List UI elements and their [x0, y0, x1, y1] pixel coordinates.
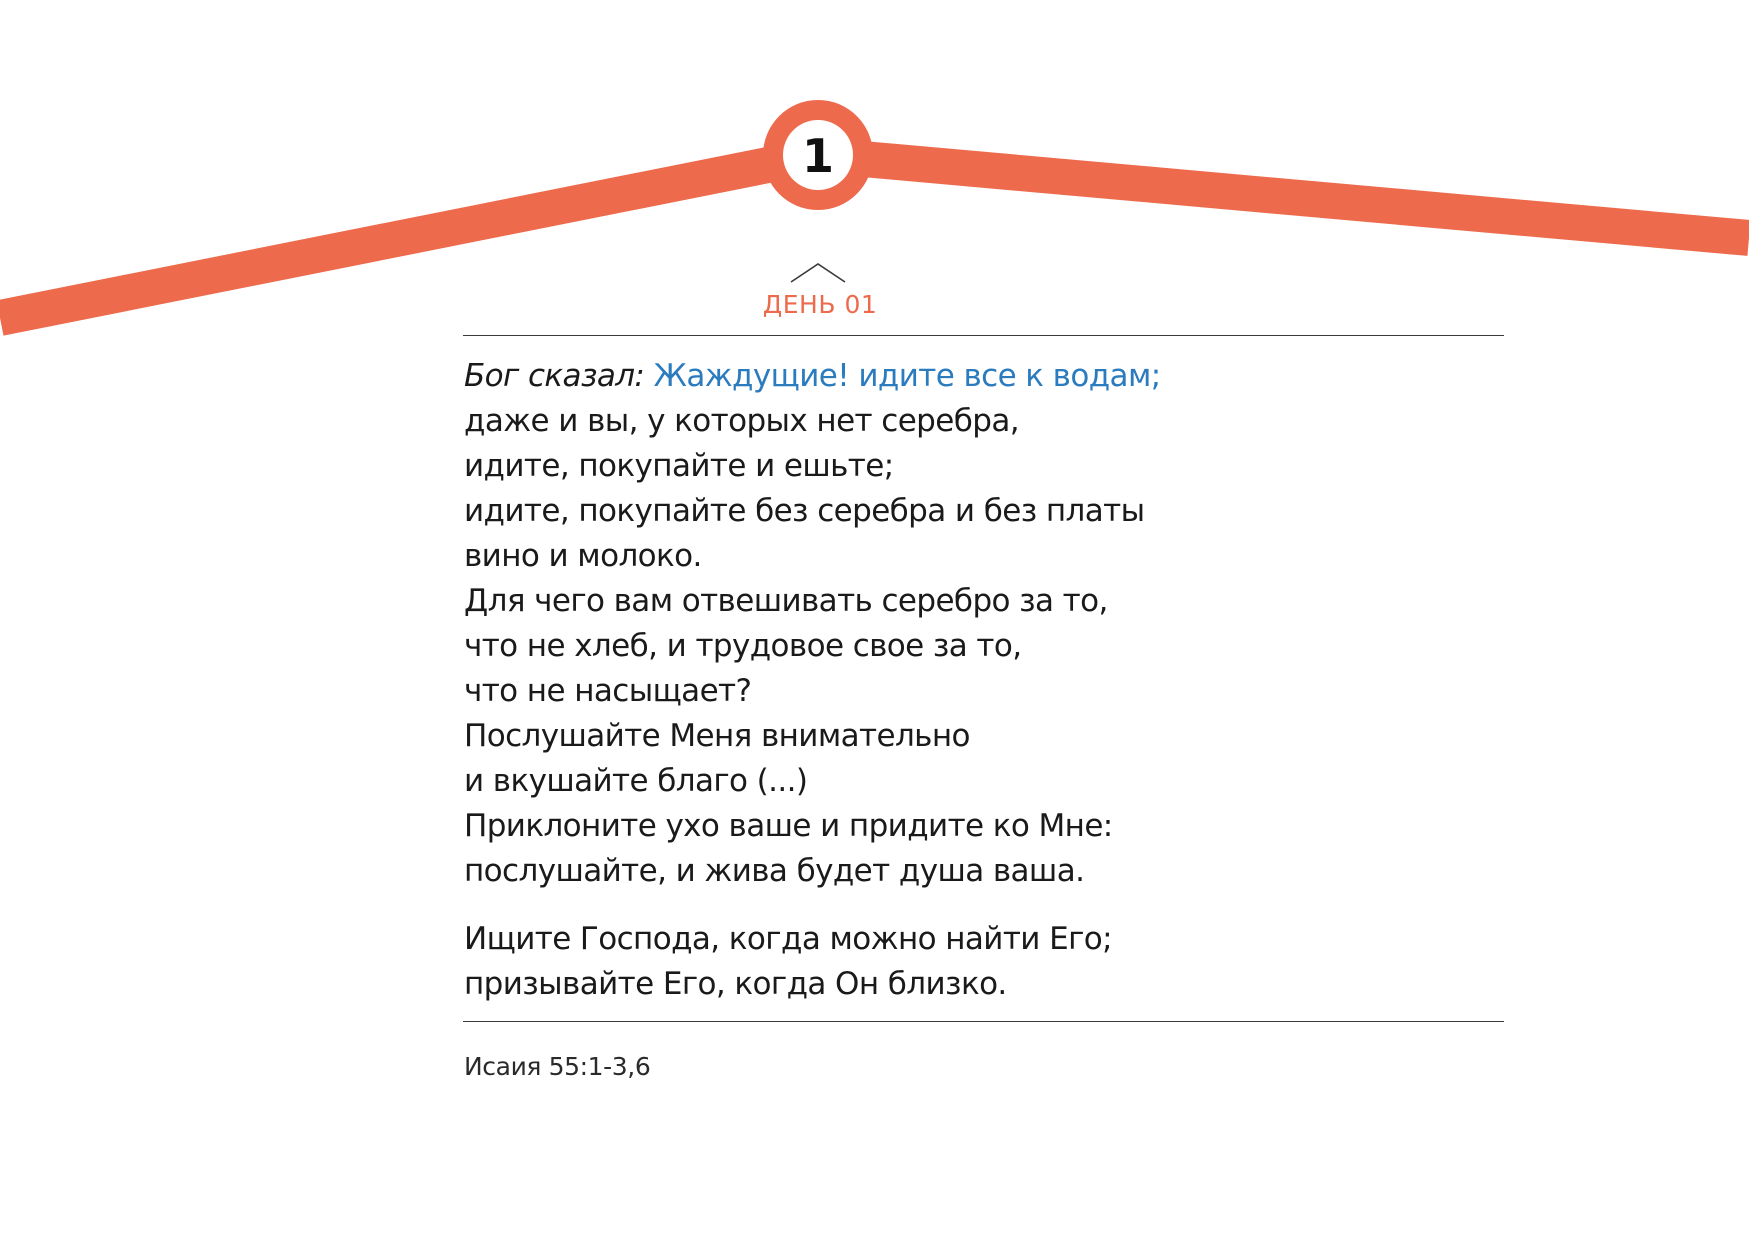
scripture-reference: Исаия 55:1-3,6 [464, 1052, 651, 1081]
verse-closing-line: Ищите Господа, когда можно найти Его; [464, 921, 1112, 957]
verse-line: что не хлеб, и трудовое свое за то, [464, 628, 1022, 664]
station-number: 1 [801, 129, 835, 183]
caret-up-icon [791, 264, 845, 282]
top-divider [463, 335, 1504, 336]
verse-closing-line: призывайте Его, когда Он близко. [464, 966, 1007, 1002]
verse-line: что не насыщает? [464, 673, 752, 709]
verse-line: Послушайте Меня внимательно [464, 718, 970, 754]
verse-first-line [464, 354, 1504, 399]
verse-intro: Бог сказал: [464, 358, 654, 394]
verse-line: вино и молоко. [464, 538, 702, 574]
verse-line: идите, покупайте без серебра и без платы [464, 493, 1145, 529]
verse-highlight: Жаждущие! идите все к водам; [653, 358, 1161, 394]
bottom-divider [463, 1021, 1504, 1022]
stanza-gap [464, 894, 1504, 917]
scripture-passage [464, 354, 1504, 1007]
verse-line: и вкушайте благо (...) [464, 763, 808, 799]
verse-line: идите, покупайте и ешьте; [464, 448, 894, 484]
verse-line: даже и вы, у которых нет серебра, [464, 403, 1019, 439]
day-label: ДЕНЬ 01 [762, 290, 878, 319]
verse-line: послушайте, и жива будет душа ваша. [464, 853, 1085, 889]
verse-line: Для чего вам отвешивать серебро за то, [464, 583, 1108, 619]
verse-line: Приклоните ухо ваше и придите ко Мне: [464, 808, 1113, 844]
station-circle-icon [763, 100, 873, 210]
